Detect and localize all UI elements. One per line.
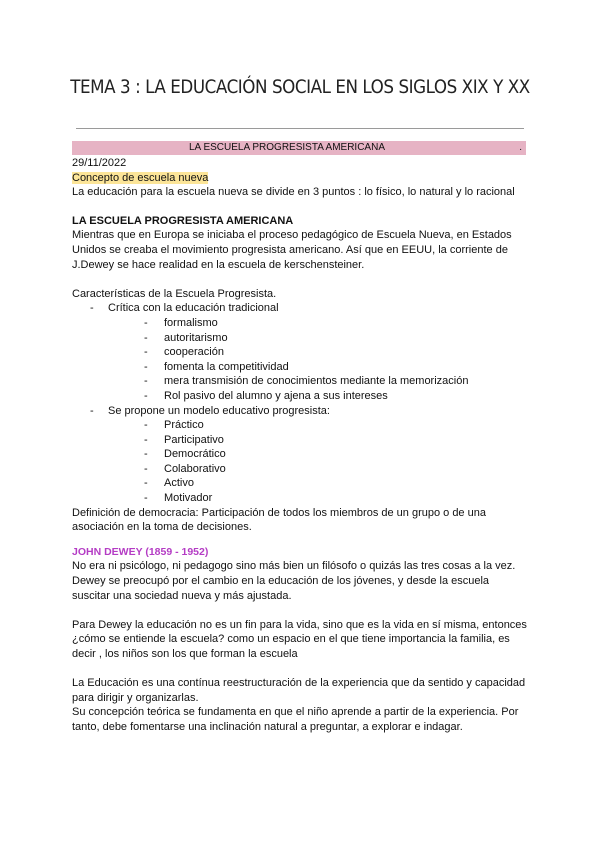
- list-item-label: Se propone un modelo educativo progresista:: [108, 404, 330, 417]
- title-divider: [76, 128, 524, 129]
- sub-list-item: - Motivador: [144, 492, 213, 505]
- democracy-definition: Definición de democracia: Participación de todos los miembros de un grupo o de una asociación en la toma de decisiones.: [72, 506, 486, 534]
- dewey-paragraph-1: No era ni psicólogo, ni pedagogo sino más bien un filósofo o quizás las tres cosas a la vez. Dewey se preocupó por el cambio en la educación de los jóvenes, y desde la escuela suscitar una sociedad nueva y más ajustada.: [72, 560, 516, 602]
- dewey-paragraph-2: Para Dewey la educación no es un fin para la vida, sino que es la vida en sí misma, entonces ¿cómo se entiende la escuela? como un espacio en el que tiene importancia la familia, es decir , los niños son los que forman la escuela: [72, 618, 527, 660]
- page-title: TEMA 3 : LA EDUCACIÓN SOCIAL EN LOS SIGLOS XIX Y XX: [70, 76, 530, 98]
- list-item: [72, 301, 528, 403]
- sub-list-item: - mera transmisión de conocimientos mediante la memorización: [144, 375, 469, 388]
- features-title: Características de la Escuela Progresista.: [72, 287, 277, 300]
- banner-dot: .: [519, 142, 522, 153]
- sub-list: [108, 418, 528, 506]
- section-banner: [72, 141, 526, 155]
- section-paragraph: Mientras que en Europa se iniciaba el proceso pedagógico de Escuela Nueva, en Estados Unidos se creaba el movimiento progresista americano. Así que en EEUU, la corriente de J.Dewey se hace realidad en la escuela de kerschensteiner.: [72, 229, 512, 271]
- features-list: [72, 301, 528, 505]
- sub-list: [108, 316, 528, 404]
- sub-list-item: - Colaborativo: [144, 462, 226, 475]
- sub-list-item: - Democrático: [144, 448, 226, 461]
- sub-list-item: - cooperación: [144, 346, 224, 359]
- sub-list-item: - Participativo: [144, 433, 224, 446]
- sub-list-item: - Rol pasivo del alumno y ajena a sus intereses: [144, 389, 388, 402]
- dewey-paragraph-3b: Su concepción teórica se fundamenta en que el niño aprende a partir de la experiencia. Por tanto, debe fomentarse una inclinación natural a preguntar, a explorar e indagar.: [72, 706, 519, 733]
- date: 29/11/2022: [72, 157, 127, 169]
- dewey-heading: JOHN DEWEY (1859 - 1952): [72, 545, 209, 558]
- bullet-dash: -: [90, 302, 94, 315]
- list-item: [72, 404, 528, 506]
- sub-list-item: - Práctico: [144, 419, 204, 432]
- document-body: [72, 156, 528, 735]
- intro-paragraph: La educación para la escuela nueva se divide en 3 puntos : lo físico, lo natural y lo racional: [72, 186, 515, 199]
- list-item-label: Crítica con la educación tradicional: [108, 302, 279, 315]
- sub-list-item: - fomenta la competitividad: [144, 360, 289, 373]
- dewey-paragraph-3a: La Educación es una contínua reestructuración de la experiencia que da sentido y capacidad para dirigir y organizarlas.: [72, 677, 526, 704]
- highlighted-concept: Concepto de escuela nueva: [72, 171, 209, 184]
- section-heading: LA ESCUELA PROGRESISTA AMERICANA: [72, 214, 294, 227]
- sub-list-item: - Activo: [144, 477, 194, 490]
- banner-text: LA ESCUELA PROGRESISTA AMERICANA: [189, 142, 385, 153]
- sub-list-item: - formalismo: [144, 316, 218, 329]
- bullet-dash: -: [90, 404, 94, 417]
- sub-list-item: - autoritarismo: [144, 331, 228, 344]
